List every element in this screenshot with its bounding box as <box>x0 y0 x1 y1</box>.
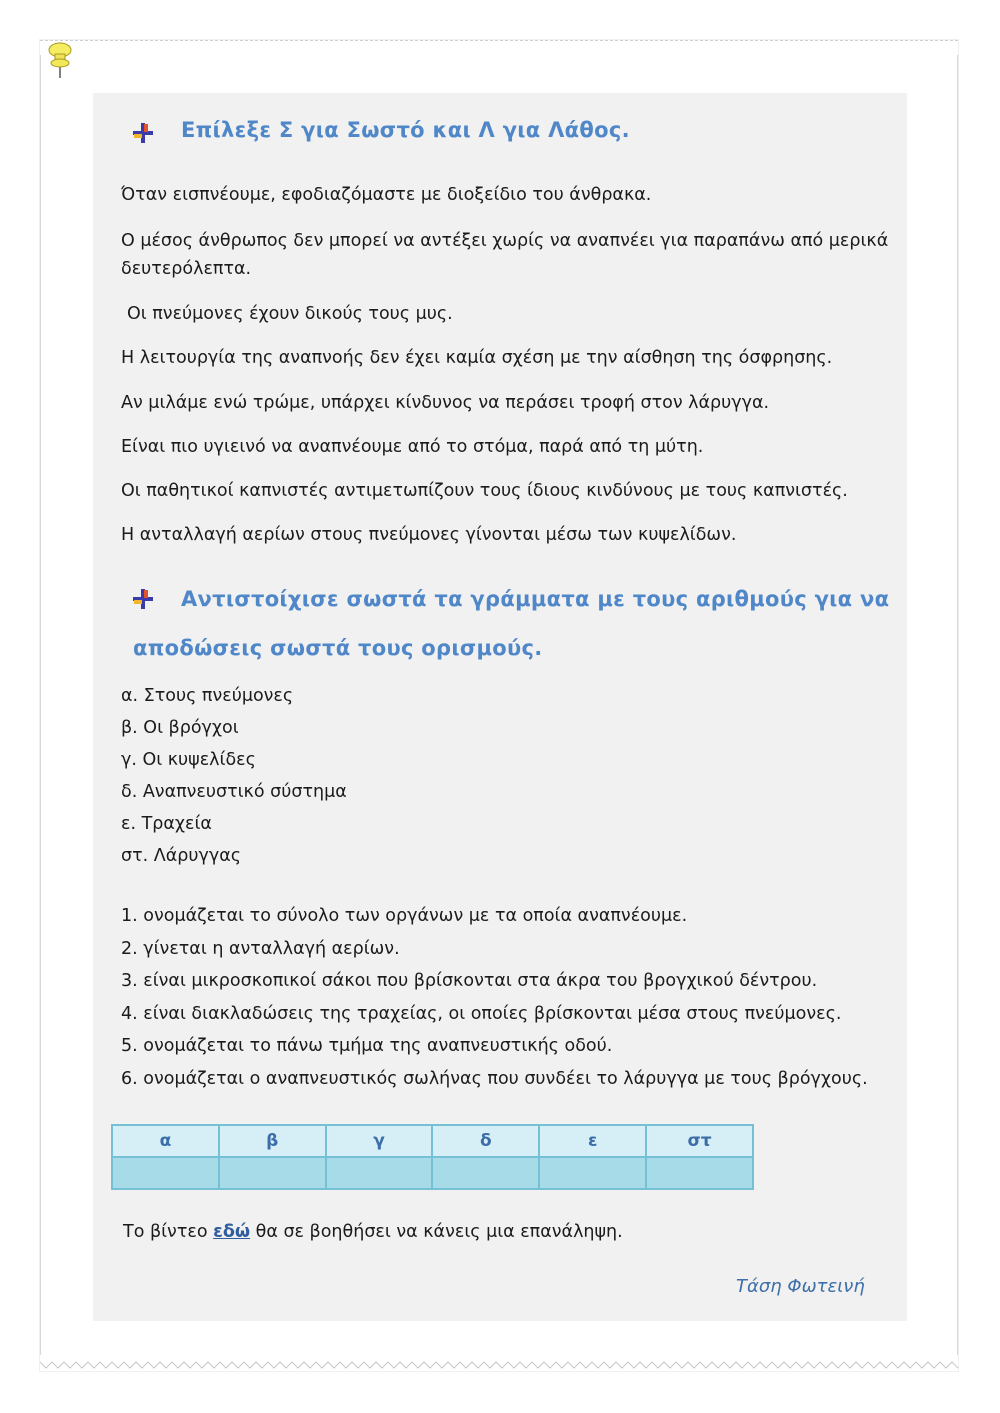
answer-cell-c[interactable] <box>326 1157 433 1189</box>
section1-heading: Επίλεξε Σ για Σωστό και Λ για Λάθος. <box>181 118 630 142</box>
answer-cell-d[interactable] <box>432 1157 539 1189</box>
torn-edge <box>40 1358 958 1370</box>
letter-item-st: στ. Λάρυγγας <box>121 846 242 866</box>
statement-1: Όταν εισπνέουμε, εφοδιαζόμαστε με διοξείδιο του άνθρακα. <box>121 185 652 205</box>
definition-6: 6. ονομάζεται ο αναπνευστικός σωλήνας που συνδέει το λάρυγγα με τους βρόγχους. <box>121 1069 868 1089</box>
answer-header-a: α <box>112 1125 219 1157</box>
statement-3: Οι πνεύμονες έχουν δικούς τους μυς. <box>127 304 453 324</box>
answer-header-d: δ <box>432 1125 539 1157</box>
page-right-edge <box>957 55 958 1355</box>
answer-header-b: β <box>219 1125 326 1157</box>
video-link[interactable]: εδώ <box>213 1222 251 1242</box>
letter-item-c: γ. Οι κυψελίδες <box>121 750 256 770</box>
answer-table <box>111 1124 754 1190</box>
author-name: Τάση Φωτεινή <box>736 1276 865 1297</box>
video-note <box>123 1219 623 1246</box>
letter-item-d: δ. Αναπνευστικό σύστημα <box>121 782 347 802</box>
definition-2: 2. γίνεται η ανταλλαγή αερίων. <box>121 939 400 959</box>
bullet-cross-icon <box>132 588 154 610</box>
statement-2-cont: δευτερόλεπτα. <box>121 259 252 279</box>
answer-header-c: γ <box>326 1125 433 1157</box>
definition-5: 5. ονομάζεται το πάνω τμήμα της αναπνευστικής οδού. <box>121 1036 613 1056</box>
answer-cell-a[interactable] <box>112 1157 219 1189</box>
letter-item-e: ε. Τραχεία <box>121 814 212 834</box>
statement-8: Η ανταλλαγή αερίων στους πνεύμονες γίνονται μέσω των κυψελίδων. <box>121 525 737 545</box>
answer-cell-b[interactable] <box>219 1157 326 1189</box>
pushpin-icon <box>40 38 80 82</box>
definition-3: 3. είναι μικροσκοπικοί σάκοι που βρίσκονται στα άκρα του βρογχικού δέντρου. <box>121 971 818 991</box>
video-note-after: θα σε βοηθήσει να κάνεις μια επανάληψη. <box>250 1222 623 1242</box>
answer-header-st: στ <box>646 1125 753 1157</box>
answer-header-e: ε <box>539 1125 646 1157</box>
answer-cell-e[interactable] <box>539 1157 646 1189</box>
video-note-before: Το βίντεο <box>123 1222 214 1242</box>
section2-heading-line1: Αντιστοίχισε σωστά τα γράμματα με τους αριθμούς για να <box>181 587 890 611</box>
letter-item-b: β. Οι βρόγχοι <box>121 718 239 738</box>
statement-5: Αν μιλάμε ενώ τρώμε, υπάρχει κίνδυνος να περάσει τροφή στον λάρυγγα. <box>121 393 770 413</box>
bullet-cross-icon <box>132 122 154 144</box>
definition-1: 1. ονομάζεται το σύνολο των οργάνων με τα οποία αναπνέουμε. <box>121 906 688 926</box>
statement-6: Είναι πιο υγιεινό να αναπνέουμε από το στόμα, παρά από τη μύτη. <box>121 437 704 457</box>
statement-4: Η λειτουργία της αναπνοής δεν έχει καμία σχέση με την αίσθηση της όσφρησης. <box>121 348 833 368</box>
answer-input-row <box>112 1157 753 1189</box>
section2-heading-line2: αποδώσεις σωστά τους ορισμούς. <box>133 636 543 660</box>
statement-7: Οι παθητικοί καπνιστές αντιμετωπίζουν τους ίδιους κινδύνους με τους καπνιστές. <box>121 481 848 501</box>
page-left-edge <box>40 55 41 1355</box>
answer-cell-st[interactable] <box>646 1157 753 1189</box>
statement-2: Ο μέσος άνθρωπος δεν μπορεί να αντέξει χωρίς να αναπνέει για παραπάνω από μερικά <box>121 231 889 251</box>
answer-table-header-row <box>112 1125 753 1157</box>
letter-item-a: α. Στους πνεύμονες <box>121 686 294 706</box>
definition-4: 4. είναι διακλαδώσεις της τραχείας, οι οποίες βρίσκονται μέσα στους πνεύμονες. <box>121 1004 842 1024</box>
